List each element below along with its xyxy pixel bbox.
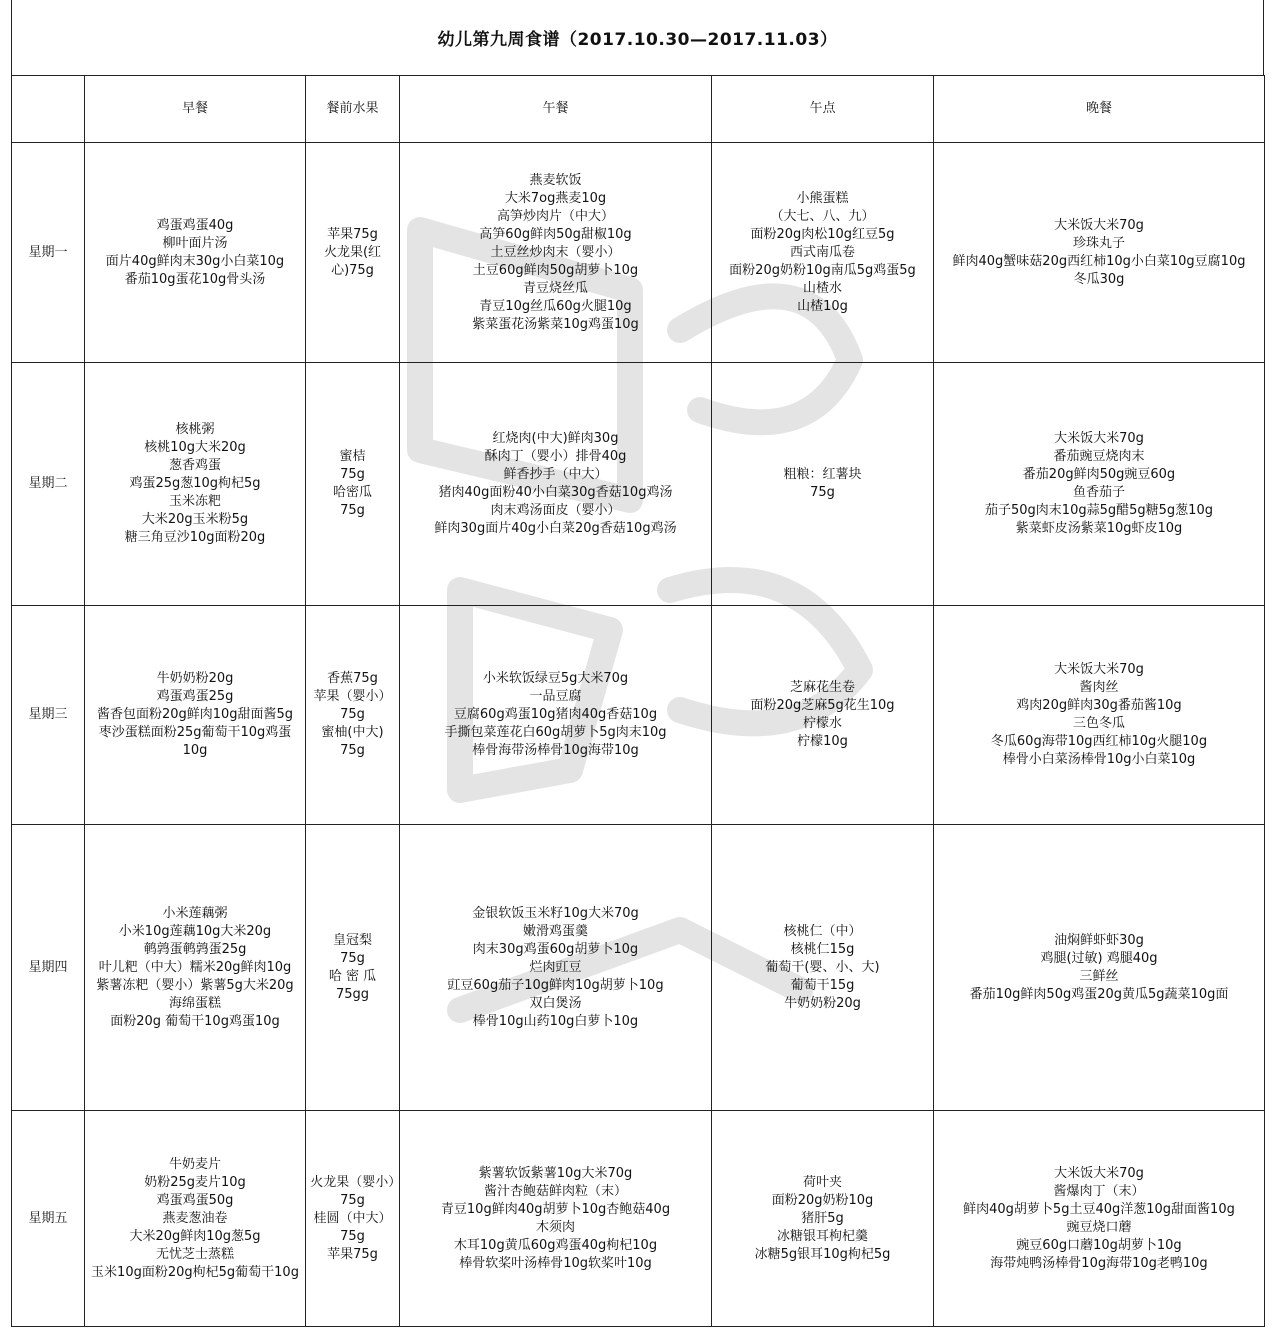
header-snack: 午点 [712, 76, 934, 143]
header-corner [12, 76, 85, 143]
header-dinner: 晚餐 [934, 76, 1265, 143]
fruit-cell: 苹果75g 火龙果(红心)75g [306, 143, 400, 363]
fruit-cell: 火龙果（婴小）75g 桂圆（中大）75g 苹果75g [306, 1111, 400, 1327]
table-row [12, 825, 1265, 1111]
breakfast-cell: 牛奶麦片 奶粉25g麦片10g 鸡蛋鸡蛋50g 燕麦葱油卷 大米20g鲜肉10g葱5g 无忧芝士蒸糕 玉米10g面粉20g枸杞5g葡萄干10g [85, 1111, 306, 1327]
lunch-cell: 小米软饭绿豆5g大米70g 一品豆腐 豆腐60g鸡蛋10g猪肉40g香菇10g 手撕包菜莲花白60g胡萝卜5g肉末10g 棒骨海带汤棒骨10g海带10g [400, 606, 712, 825]
dinner-cell: 大米饭大米70g 珍珠丸子 鲜肉40g蟹味菇20g西红柿10g小白菜10g豆腐10g 冬瓜30g [934, 143, 1265, 363]
fruit-cell: 皇冠梨 75g 哈 密 瓜 75gg [306, 825, 400, 1111]
snack-cell: 粗粮：红薯块 75g [712, 363, 934, 606]
snack-cell: 小熊蛋糕 （大七、八、九） 面粉20g肉松10g红豆5g 西式南瓜卷 面粉20g奶粉10g南瓜5g鸡蛋5g 山楂水 山楂10g [712, 143, 934, 363]
snack-cell: 核桃仁（中） 核桃仁15g 葡萄干(婴、小、大) 葡萄干15g 牛奶奶粉20g [712, 825, 934, 1111]
lunch-cell: 紫薯软饭紫薯10g大米70g 酱汁杏鲍菇鲜肉粒（末） 青豆10g鲜肉40g胡萝卜10g杏鲍菇40g 木须肉 木耳10g黄瓜60g鸡蛋40g枸杞10g 棒骨软桨叶汤棒骨10g软桨叶10g [400, 1111, 712, 1327]
page-title: 幼儿第九周食谱（2017.10.30—2017.11.03） [11, 0, 1264, 75]
dinner-cell: 大米饭大米70g 酱肉丝 鸡肉20g鲜肉30g番茄酱10g 三色冬瓜 冬瓜60g海带10g西红柿10g火腿10g 棒骨小白菜汤棒骨10g小白菜10g [934, 606, 1265, 825]
dinner-cell: 油焖鲜虾虾30g 鸡腿(过敏) 鸡腿40g 三鲜丝 番茄10g鲜肉50g鸡蛋20g黄瓜5g蔬菜10g面 [934, 825, 1265, 1111]
day-cell: 星期一 [12, 143, 85, 363]
snack-cell: 芝麻花生卷 面粉20g芝麻5g花生10g 柠檬水 柠檬10g [712, 606, 934, 825]
day-cell: 星期四 [12, 825, 85, 1111]
dinner-cell: 大米饭大米70g 番茄豌豆烧肉末 番茄20g鲜肉50g豌豆60g 鱼香茄子 茄子50g肉末10g蒜5g醋5g糖5g葱10g 紫菜虾皮汤紫菜10g虾皮10g [934, 363, 1265, 606]
lunch-cell: 燕麦软饭 大米7og燕麦10g 高笋炒肉片（中大） 高笋60g鲜肉50g甜椒10g 土豆丝炒肉末（婴小） 土豆60g鲜肉50g胡萝卜10g 青豆烧丝瓜 青豆10g丝瓜60g火腿10g 紫菜蛋花汤紫菜10g鸡蛋10g [400, 143, 712, 363]
lunch-cell: 金银软饭玉米籽10g大米70g 嫩滑鸡蛋羹 肉末30g鸡蛋60g胡萝卜10g 烂肉豇豆 豇豆60g茄子10g鲜肉10g胡萝卜10g 双白煲汤 棒骨10g山药10g白萝卜10g [400, 825, 712, 1111]
fruit-cell: 香蕉75g 苹果（婴小） 75g 蜜柚(中大) 75g [306, 606, 400, 825]
header-breakfast: 早餐 [85, 76, 306, 143]
day-cell: 星期三 [12, 606, 85, 825]
header-row [12, 76, 1265, 143]
day-cell: 星期二 [12, 363, 85, 606]
weekly-menu-table [11, 75, 1265, 1327]
fruit-cell: 蜜桔 75g 哈密瓜 75g [306, 363, 400, 606]
table-row [12, 1111, 1265, 1327]
header-fruit: 餐前水果 [306, 76, 400, 143]
table-row [12, 143, 1265, 363]
dinner-cell: 大米饭大米70g 酱爆肉丁（末） 鲜肉40g胡萝卜5g土豆40g洋葱10g甜面酱10g 豌豆烧口蘑 豌豆60g口蘑10g胡萝卜10g 海带炖鸭汤棒骨10g海带10g老鸭10g [934, 1111, 1265, 1327]
table-row [12, 363, 1265, 606]
breakfast-cell: 鸡蛋鸡蛋40g 柳叶面片汤 面片40g鲜肉末30g小白菜10g 番茄10g蛋花10g骨头汤 [85, 143, 306, 363]
header-lunch: 午餐 [400, 76, 712, 143]
breakfast-cell: 牛奶奶粉20g 鸡蛋鸡蛋25g 酱香包面粉20g鲜肉10g甜面酱5g 枣沙蛋糕面粉25g葡萄干10g鸡蛋10g [85, 606, 306, 825]
snack-cell: 荷叶夹 面粉20g奶粉10g 猪肝5g 冰糖银耳枸杞羹 冰糖5g银耳10g枸杞5g [712, 1111, 934, 1327]
day-cell: 星期五 [12, 1111, 85, 1327]
lunch-cell: 红烧肉(中大)鲜肉30g 酥肉丁（婴小）排骨40g 鲜香抄手（中大） 猪肉40g面粉40小白菜30g香菇10g鸡汤 肉末鸡汤面皮（婴小） 鲜肉30g面片40g小白菜20g香菇10g鸡汤 [400, 363, 712, 606]
breakfast-cell: 小米莲藕粥 小米10g莲藕10g大米20g 鹌鹑蛋鹌鹑蛋25g 叶儿粑（中大）糯米20g鲜肉10g 紫薯冻粑（婴小）紫薯5g大米20g 海绵蛋糕 面粉20g 葡萄干10g鸡蛋10g [85, 825, 306, 1111]
breakfast-cell: 核桃粥 核桃10g大米20g 葱香鸡蛋 鸡蛋25g葱10g枸杞5g 玉米冻粑 大米20g玉米粉5g 糖三角豆沙10g面粉20g [85, 363, 306, 606]
table-row [12, 606, 1265, 825]
